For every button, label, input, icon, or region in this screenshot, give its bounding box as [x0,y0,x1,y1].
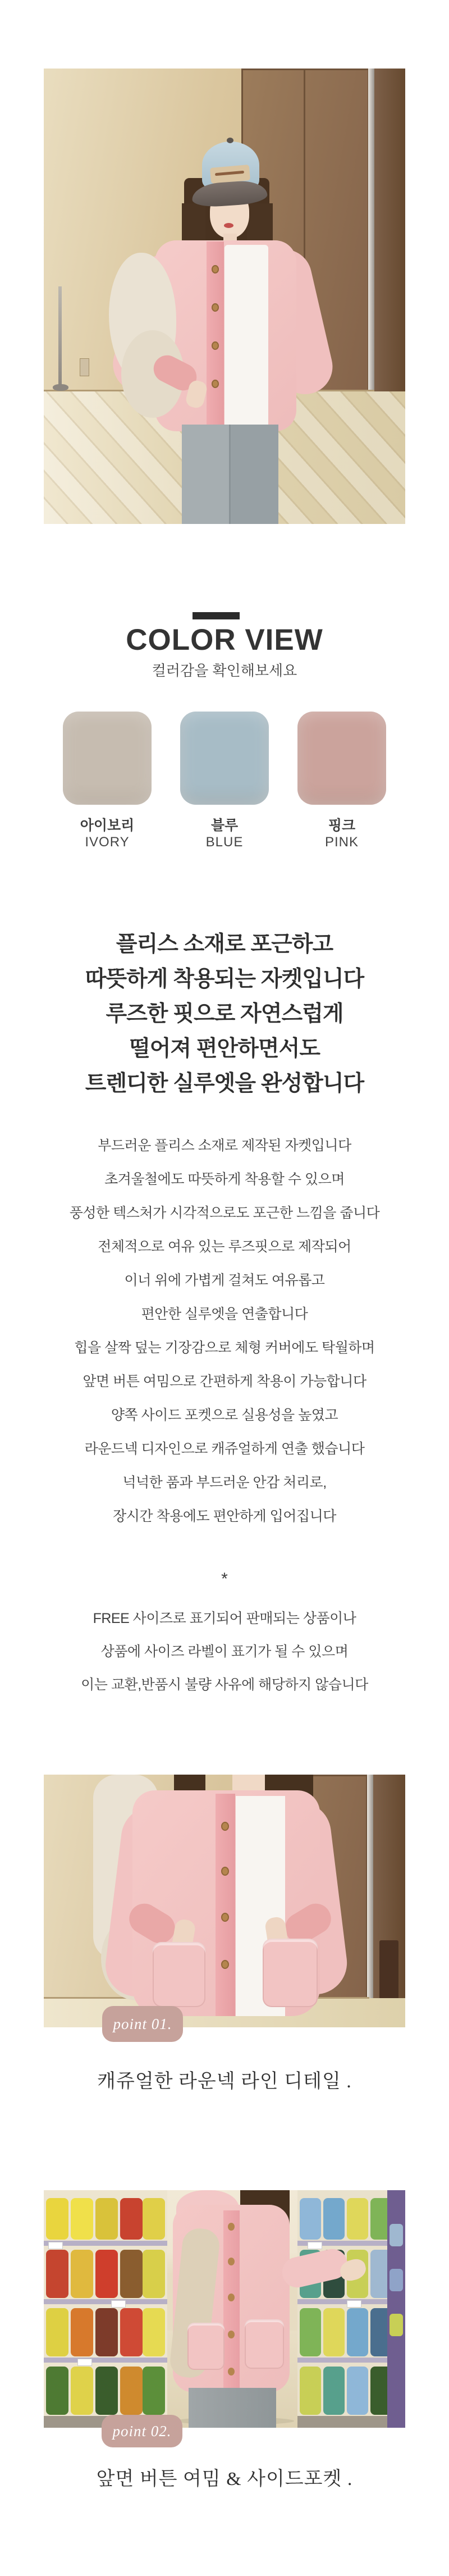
headline-line: 플리스 소재로 포근하고 [116,932,333,956]
swatch-label-kr: 아이보리 [80,818,135,833]
color-view-title: COLOR VIEW [126,623,323,656]
size-notice [0,1602,449,1702]
description-line: 양쪽 사이드 포켓으로 실용성을 높였고 [111,1407,338,1423]
headline-line: 루즈한 핏으로 자연스럽게 [106,1002,343,1026]
headline-line: 떨어져 편안하면서도 [129,1037,320,1061]
product-headline [0,927,449,1101]
point-02-label: point 02. [112,2422,172,2440]
headline-line: 따뜻하게 착용되는 자켓입니다 [85,967,364,991]
point-01-label: point 01. [113,2015,172,2032]
description-line: 편안한 실루엣을 연출합니다 [141,1306,308,1322]
description-line: 부드러운 플리스 소재로 제작된 자켓입니다 [98,1138,351,1153]
swatch-label-en: BLUE [205,835,244,850]
swatch-color-pink [297,712,386,805]
section-divider-bar [193,612,240,619]
description-line: 전체적으로 여유 있는 루즈핏으로 제작되어 [98,1239,351,1255]
description-line: 초겨울철에도 따뜻하게 착용할 수 있으며 [104,1171,345,1187]
swatch-label-kr: 블루 [210,818,239,833]
color-swatch-pink [297,712,386,851]
description-line: 이너 위에 가볍게 걸쳐도 여유롭고 [124,1273,325,1288]
notice-line: 이는 교환,반품시 불량 사유에 해당하지 않습니다 [81,1677,368,1693]
swatch-label-kr: 핑크 [328,818,356,833]
product-description [0,1129,449,1533]
color-view-subtitle: 컬러감을 확인해보세요 [152,662,297,679]
notice-line: FREE 사이즈로 표기되어 판매되는 상품이나 [93,1611,356,1626]
description-line: 풍성한 텍스처가 시각적으로도 포근한 느낌을 줍니다 [69,1205,380,1221]
description-line: 라운드넥 디자인으로 캐쥬얼하게 연출 했습니다 [84,1441,365,1457]
product-photo-model-lobby [44,69,405,524]
swatch-label-en: IVORY [85,835,130,850]
point-01-badge [102,2006,183,2042]
color-swatch-ivory [63,712,152,851]
notice-asterisk: * [221,1570,228,1588]
headline-line: 트렌디한 실루엣을 완성합니다 [85,1072,364,1096]
point-02-badge [102,2415,182,2447]
point-02-caption: 앞면 버튼 여밈 & 사이드포켓 . [96,2469,353,2490]
point-01-caption: 캐쥬얼한 라운넥 라인 디테일 . [97,2071,352,2092]
description-line: 앞면 버튼 여밈으로 간편하게 착용이 가능합니다 [83,1374,366,1389]
description-line: 장시간 착용에도 편안하게 입어집니다 [113,1508,336,1524]
product-photo-store-aisle [44,2190,405,2428]
color-swatch-blue [180,712,269,851]
description-line: 힙을 살짝 덮는 기장감으로 체형 커버에도 탁월하며 [74,1340,375,1356]
swatch-color-ivory [63,712,152,805]
notice-line: 상품에 사이즈 라벨이 표기가 될 수 있으며 [100,1644,349,1659]
product-photo-roundneck-detail [44,1775,405,2027]
swatch-color-blue [180,712,269,805]
swatch-label-en: PINK [324,835,359,850]
description-line: 넉넉한 품과 부드러운 안감 처리로, [122,1475,327,1490]
